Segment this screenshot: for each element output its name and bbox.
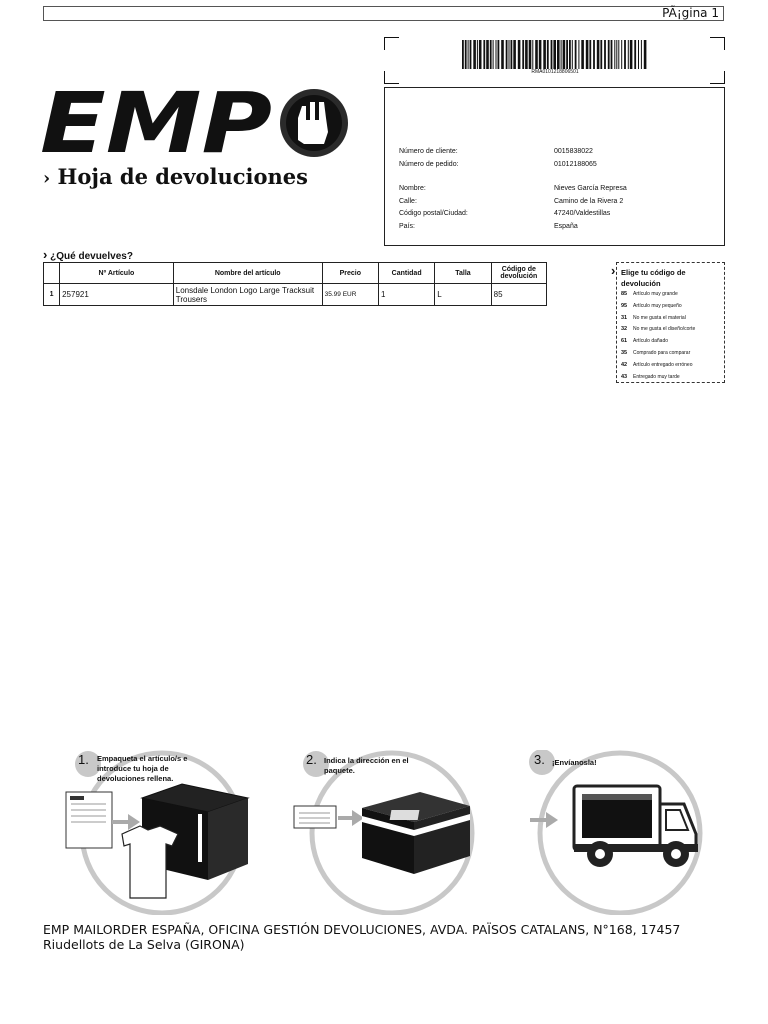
barcode-bar	[498, 40, 500, 69]
barcode-bar	[506, 40, 508, 69]
barcode-bar	[490, 40, 492, 69]
customer-field-label: Número de pedido:	[399, 161, 459, 168]
barcode-bar	[557, 40, 560, 69]
barcode-bar	[479, 40, 482, 69]
customer-field-label: Calle:	[399, 198, 417, 205]
col-quantity: Cantidad	[378, 263, 434, 284]
customer-field-label: Número de cliente:	[399, 148, 458, 155]
barcode-bar	[511, 40, 513, 69]
barcode-bar	[501, 40, 504, 69]
return-code-reason: Comprado para comparar	[633, 350, 691, 356]
rock-hand-icon	[298, 102, 328, 144]
barcode-bar	[589, 40, 591, 69]
barcode-bar	[553, 40, 556, 69]
customer-field-value: 01012188065	[554, 161, 597, 168]
barcode-bar	[641, 40, 642, 69]
cell-article-name: Lonsdale London Logo Large Tracksuit Trousers	[173, 284, 322, 306]
barcode-bar	[628, 40, 629, 69]
frame-corner-tl	[384, 37, 399, 50]
row-index: 1	[44, 284, 60, 306]
barcode-bar	[572, 40, 573, 69]
return-code-item	[621, 338, 668, 344]
barcode-bar	[581, 40, 584, 69]
col-article-name: Nombre del artículo	[173, 263, 322, 284]
document-icon	[66, 792, 112, 848]
customer-field-value: 0015838022	[554, 148, 593, 155]
return-code-reason: Entregado muy tarde	[633, 373, 680, 380]
chevron-right-icon: ›	[43, 247, 48, 262]
returns-heading	[43, 247, 133, 262]
chevron-right-icon: ›	[43, 168, 51, 189]
barcode-bar	[566, 40, 568, 69]
return-code-number: 95	[621, 302, 628, 309]
return-code-item	[621, 362, 692, 368]
barcode-bar	[561, 40, 562, 69]
emp-logo-text: EMP	[40, 88, 272, 158]
barcode-bar	[522, 40, 524, 69]
barcode-bar	[569, 40, 571, 69]
customer-field-label: Código postal/Ciudad:	[399, 210, 468, 217]
returns-heading-text: ¿Qué devuelves?	[50, 251, 133, 262]
barcode-bar	[597, 40, 600, 69]
return-code-reason: Artículo muy pequeño	[633, 302, 682, 309]
footer-address: EMP MAILORDER ESPAÑA, OFICINA GESTIÓN DEVOLUCIONES, AVDA. PAÏSOS CATALANS, N°168, 17457 Riudellots de La Selva (GIRONA)	[43, 922, 681, 952]
barcode-bar	[513, 40, 516, 69]
return-code-reason: Artículo muy grande	[633, 291, 678, 297]
return-code-item	[621, 291, 678, 297]
customer-field-label: Nombre:	[399, 185, 426, 192]
col-index	[44, 263, 60, 284]
barcode-bar	[509, 40, 510, 69]
barcode-bar	[593, 40, 595, 69]
col-size: Talla	[435, 263, 491, 284]
return-code-reason: No me gusta el material	[633, 314, 686, 321]
step-1-text: Empaqueta el artículo/s e introduce tu hoja de devoluciones rellena.	[97, 754, 188, 783]
truck-icon	[574, 786, 698, 867]
return-code-reason: Artículo entregado erróneo	[633, 361, 693, 368]
barcode-bar	[575, 40, 577, 69]
document-title-text: Hoja de devoluciones	[57, 164, 308, 189]
step-2-text: Indica la dirección en el paquete.	[324, 756, 409, 775]
barcode-bar	[532, 40, 533, 69]
barcode-bar	[624, 40, 626, 69]
barcode-bar	[608, 40, 610, 69]
barcode-bar	[525, 40, 528, 69]
barcode-bar	[547, 40, 549, 69]
return-code-item	[621, 326, 695, 332]
frame-corner-tr	[710, 37, 725, 50]
barcode-bar	[529, 40, 532, 69]
barcode-bar	[604, 40, 606, 69]
barcode	[462, 40, 648, 69]
barcode-bar	[486, 40, 489, 69]
barcode-bar	[600, 40, 602, 69]
customer-field-value: Nieves García Represa	[554, 185, 627, 192]
frame-corner-br	[710, 71, 725, 84]
frame-corner-bl	[384, 71, 399, 84]
return-code-number: 43	[621, 373, 628, 380]
return-code-item	[621, 350, 690, 356]
return-code-number: 42	[621, 361, 628, 368]
step-2-number: 2.	[306, 752, 317, 767]
cell-price: 35.99 EUR	[322, 284, 378, 306]
barcode-bar	[535, 40, 538, 69]
cell-size: L	[435, 284, 491, 306]
barcode-bar	[462, 40, 464, 69]
step-3-text: ¡Envíanosla!	[552, 758, 597, 767]
return-code-number: 35	[621, 350, 628, 356]
return-code-number: 32	[621, 326, 628, 333]
col-article-no: Nº Artículo	[60, 263, 174, 284]
barcode-bar	[644, 40, 647, 69]
barcode-bar	[614, 40, 615, 69]
return-code-reason: Artículo dañado	[633, 338, 669, 345]
return-codes-title: Elige tu código de devolución	[621, 268, 686, 288]
step-1-number: 1.	[78, 752, 89, 767]
cell-return-code: 85	[491, 284, 546, 306]
return-code-reason: No me gusta el diseño/corte	[633, 326, 696, 333]
step-3-illustration	[520, 750, 720, 915]
label-icon	[294, 806, 336, 828]
barcode-bar	[483, 40, 485, 69]
barcode-bar	[634, 40, 636, 69]
table-row	[44, 284, 547, 306]
barcode-bar	[611, 40, 613, 69]
barcode-bar	[496, 40, 497, 69]
cell-quantity: 1	[378, 284, 434, 306]
barcode-bar	[638, 40, 639, 69]
barcode-bar	[539, 40, 542, 69]
col-return-code: Código de devolución	[491, 263, 546, 284]
barcode-bar	[563, 40, 566, 69]
barcode-bar	[470, 40, 472, 69]
barcode-bar	[616, 40, 617, 69]
barcode-bar	[465, 40, 467, 69]
arrow-right-icon	[338, 810, 364, 826]
barcode-bar	[473, 40, 476, 69]
document-title	[43, 164, 308, 189]
return-code-item	[621, 374, 680, 380]
barcode-bar	[493, 40, 494, 69]
return-code-number: 61	[621, 338, 628, 345]
customer-field-label: País:	[399, 223, 415, 230]
return-code-number: 85	[621, 291, 628, 297]
step-3-number: 3.	[534, 752, 545, 767]
barcode-bar	[518, 40, 521, 69]
col-price: Precio	[322, 263, 378, 284]
customer-field-value: Camino de la Rivera 2	[554, 198, 624, 205]
emp-logo	[40, 88, 352, 158]
page-number-bar: PÃ¡gina 1	[43, 6, 724, 21]
customer-address-box	[384, 87, 725, 246]
barcode-bar	[586, 40, 589, 69]
returns-table	[43, 262, 547, 306]
barcode-bar	[477, 40, 478, 69]
barcode-number: RMA010121880650​1	[531, 69, 579, 75]
barcode-bar	[578, 40, 579, 69]
barcode-bar	[618, 40, 619, 69]
cell-article-no: 257921	[60, 284, 174, 306]
barcode-bar	[551, 40, 553, 69]
chevron-right-icon: ›	[611, 263, 616, 278]
return-code-item	[621, 303, 682, 309]
barcode-bar	[630, 40, 633, 69]
table-header-row	[44, 263, 547, 284]
customer-field-value: España	[554, 223, 578, 230]
return-codes-box	[611, 262, 725, 383]
return-code-number: 31	[621, 314, 628, 321]
customer-field-value: 47240/Valdestillas	[554, 210, 611, 217]
barcode-bar	[543, 40, 546, 69]
barcode-bar	[621, 40, 622, 69]
return-code-item	[621, 315, 686, 321]
barcode-bar	[468, 40, 469, 69]
